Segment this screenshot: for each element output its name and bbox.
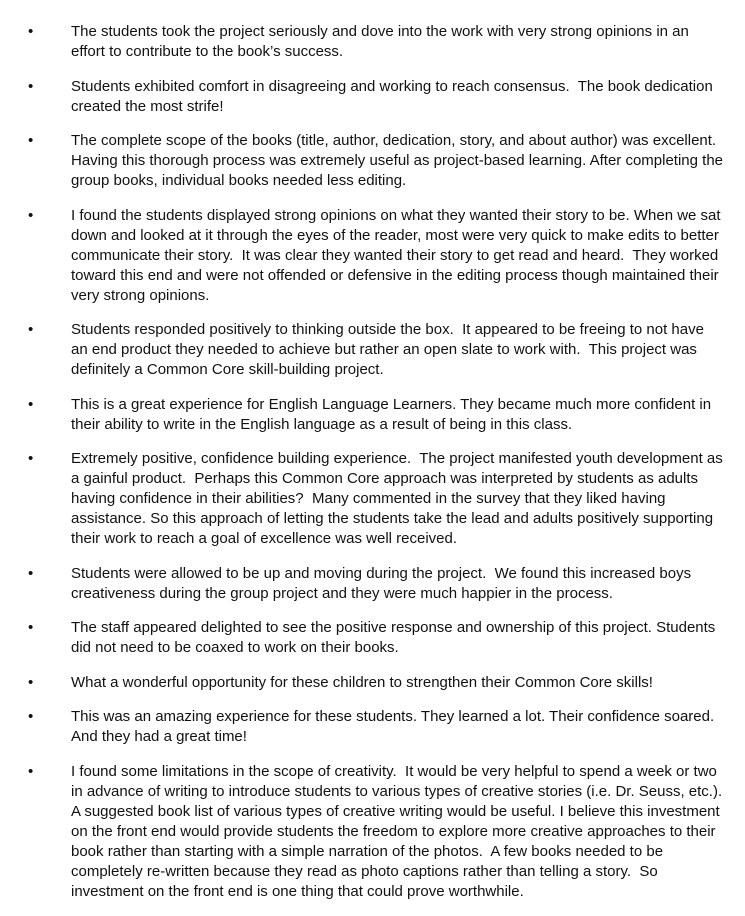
list-item-text: This is a great experience for English Language Learners. They became much more confident in their ability to write in the English language as a result of being in this class. (71, 395, 716, 433)
bullet-icon: • (28, 23, 34, 40)
list-item (0, 618, 745, 658)
bullet-icon: • (28, 673, 34, 691)
list-item (0, 22, 745, 62)
list-item (0, 673, 745, 693)
document-page (0, 22, 745, 916)
list-item-text: Extremely positive, confidence building experience. The project manifested youth development as a gainful product. Perhaps this Common Core approach was interpreted by students as adults having confidence in their abilities? Many commented in the survey that they liked having assistance. So this approach of letting the students take the lead and adults positively supporting their work to reach a goal of excellence was well received. (71, 450, 727, 547)
list-item-text: I found the students displayed strong opinions on what they wanted their story to be. When we sat down and looked at it through the eyes of the reader, most were very quick to make edits to better communicate their story. It was clear they wanted their story to get read and heard. They worked toward this end and were not offended or defensive in the editing process though maintained their very strong opinions. (71, 206, 725, 304)
list-item (0, 564, 745, 604)
bullet-icon: • (28, 77, 34, 95)
bullet-icon: • (28, 762, 34, 780)
bullet-icon: • (28, 708, 34, 725)
list-item (0, 762, 745, 902)
list-item-text: I found some limitations in the scope of creativity. It would be very helpful to spend a week or two in advance of writing to introduce students to various types of creative stories (i.e. Dr. Seuss, etc.). A suggested book list of various types of creative writing would be useful. I believe this investment on the front end would provide students the freedom to explore more creative approaches to their book rather than starting with a simple narration of the photos. A few books needed to be completely re-written because they read as photo captions rather than telling a story. So investment on the front end is one thing that could prove worthwhile. (71, 762, 730, 900)
list-item-text: Students exhibited comfort in disagreeing and working to reach consensus. The book dedication created the most strife! (71, 77, 717, 115)
list-item-text: The complete scope of the books (title, author, dedication, story, and about author) was excellent. Having this thorough process was extremely useful as project-based learning. After completing the group books, individual books needed less editing. (71, 132, 728, 189)
list-item-text: Students were allowed to be up and moving during the project. We found this increased boys creativeness during the group project and they were much happier in the process. (71, 564, 696, 602)
bullet-icon: • (28, 132, 34, 149)
list-item (0, 206, 745, 306)
list-item (0, 320, 745, 380)
list-item (0, 395, 745, 435)
list-item-text: The students took the project seriously and dove into the work with very strong opinions in an effort to contribute to the book’s success. (71, 23, 694, 60)
bullet-icon: • (28, 206, 34, 224)
list-item (0, 77, 745, 117)
list-item-text: What a wonderful opportunity for these children to strengthen their Common Core skills! (71, 673, 653, 691)
bullet-icon: • (28, 321, 34, 338)
list-item (0, 707, 745, 747)
list-item-text: The staff appeared delighted to see the positive response and ownership of this project. Students did not need to be coaxed to work on their books. (71, 619, 720, 656)
bullet-icon: • (28, 619, 34, 636)
bullet-icon: • (28, 450, 34, 467)
bullet-icon: • (28, 395, 34, 413)
list-item (0, 449, 745, 549)
feedback-bullet-list (0, 22, 745, 902)
list-item (0, 131, 745, 191)
bullet-icon: • (28, 564, 34, 582)
list-item-text: Students responded positively to thinking outside the box. It appeared to be freeing to not have an end product they needed to achieve but rather an open slate to work with. This project was definitely a Common Core skill-building project. (71, 321, 709, 378)
list-item-text: This was an amazing experience for these students. They learned a lot. Their confidence soared. And they had a great time! (71, 708, 718, 745)
